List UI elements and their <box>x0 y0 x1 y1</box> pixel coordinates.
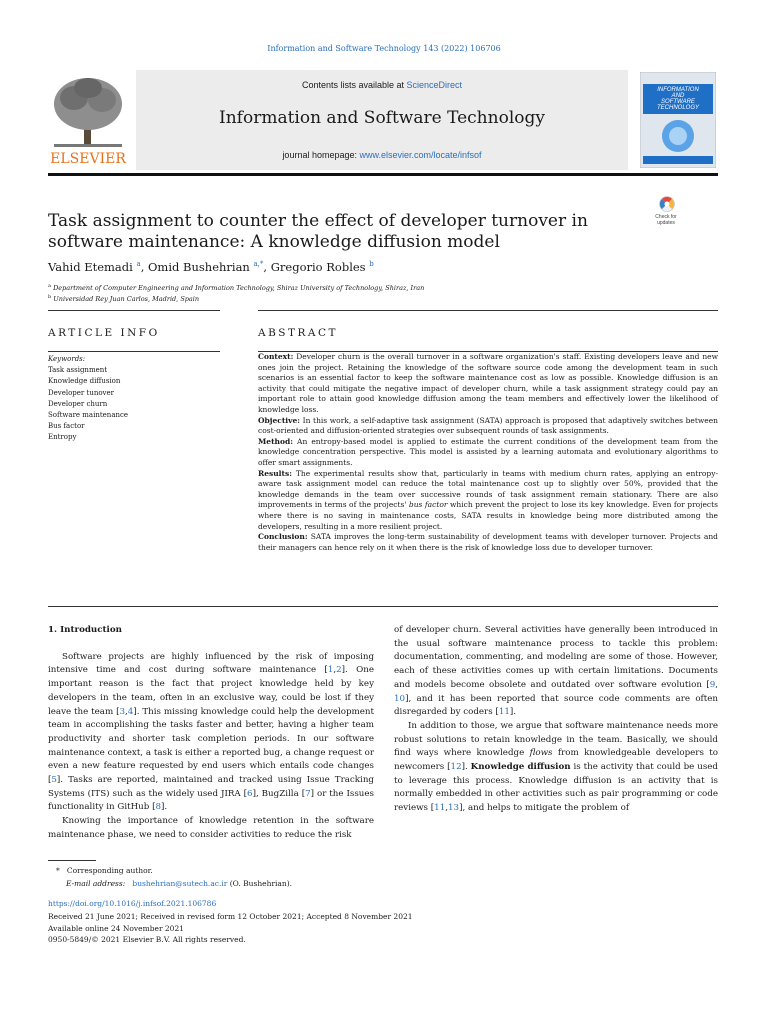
publisher-name: ELSEVIER <box>50 151 126 166</box>
paper-title: Task assignment to counter the effect of developer turnover in software maintenance: A knowledge diffusion model <box>48 211 588 252</box>
citation-link[interactable]: 11 <box>434 803 446 814</box>
author-affiliation-mark[interactable]: a <box>136 260 141 269</box>
citation-link[interactable]: 13 <box>448 803 460 814</box>
footnote-divider <box>48 860 96 861</box>
abstract-heading: ABSTRACT <box>258 327 339 339</box>
citation-link[interactable]: 11 <box>498 707 510 718</box>
affiliation: $^a$ Department of Computer Engineering and Information Technology, Shiraz University of Technology, Shiraz, Iran <box>48 283 425 293</box>
divider <box>48 351 220 352</box>
author-list: Vahid Etemadi $^a$, Omid Bushehrian $^{a,*}$, Gregorio Robles $^b$ <box>48 260 374 274</box>
paragraph: Software projects are highly influenced by the risk of imposing intensive time and cost during software maintenance [1,2]. One important reason is the fact that project knowledge held by key developers in the team, often in an exclusive way, could be lost if they leave the team [3,4]. This missing knowledge could help the development team in accomplishing the tasks faster and better, having a higher team productivity and shorter task completion periods. In our software maintenance context, a task is either a reported bug, a change request or even a new feature requested by end users which entails code changes [5]. Tasks are reported, maintained and tracked using Issue Tracking Systems (ITS) such as the widely used JIRA [6], BugZilla [7] or the Issues functionality in GitHub [8]. <box>48 651 375 813</box>
keyword: Developer tunover <box>48 388 114 397</box>
journal-title: Information and Software Technology <box>219 108 545 128</box>
body-column-left <box>48 624 374 843</box>
author-affiliation-mark[interactable]: b <box>369 260 374 269</box>
abstract-conclusion: Conclusion: SATA improves the long-term sustainability of development teams with developer turnover. Projects and their managers can hence rely on it when there is the risk of knowledge loss due to developer turnover. <box>258 532 718 552</box>
keyword: Software maintenance <box>48 411 129 420</box>
cover-title-line: TECHNOLOGY <box>656 105 700 111</box>
abstract-context: Context: Developer churn is the overall turnover in a software organization's staff. Existing developers leave and new ones join the project. Retaining the knowledge of the software source code among the development team in such scenarios is an essential factor to keep the software maintenance cost as low as possible. Knowledge diffusion is an activity that could mitigate the negative impact of developer churn, while a task assignment strategy could pay an important role to attain good knowledge diffusion among the team members and effectively lower the likelihood of knowledge loss. <box>258 352 719 414</box>
cover-title-line: SOFTWARE <box>661 99 695 105</box>
received-dates: Received 21 June 2021; Received in revised form 12 October 2021; Accepted 8 November 2021 <box>48 912 413 921</box>
available-date: Available online 24 November 2021 <box>48 924 184 933</box>
article-info-heading: ARTICLE INFO <box>48 327 160 339</box>
abstract-objective: Objective: In this work, a self-adaptive task assignment (SATA) approach is proposed that adaptively switches between cost-oriented and diffusion-oriented strategies over subsequent rounds of task assignments. <box>258 415 718 436</box>
tree-icon <box>48 74 128 166</box>
elsevier-logo[interactable] <box>48 74 128 166</box>
cover-title-line: AND <box>671 93 685 99</box>
keywords-list <box>48 354 128 444</box>
copyright: 0950-5849/© 2021 Elsevier B.V. All rights reserved. <box>48 935 246 944</box>
paragraph: Knowing the importance of knowledge retention in the software maintenance phase, we need to consider activities to reduce the risk <box>48 816 374 840</box>
contents-line: Contents lists available at ScienceDirect <box>301 80 463 90</box>
body-column-right <box>394 624 718 816</box>
keyword: Knowledge diffusion <box>48 377 121 386</box>
affiliation: $^b$ Universidad Rey Juan Carlos, Madrid, Spain <box>48 294 200 304</box>
citation-link[interactable]: 2 <box>336 665 342 676</box>
crossmark-label: Check for updates <box>655 214 677 226</box>
journal-cover[interactable] <box>640 72 716 168</box>
citation-link[interactable]: 10 <box>394 693 406 704</box>
citation-link[interactable]: 4 <box>127 706 134 717</box>
abstract-method: Method: An entropy-based model is applied to estimate the current conditions of the development team from the knowledge concentration perspective. This model is assisted by a learning automata and evolutionary algorithms to offer smart assignments. <box>258 436 718 467</box>
citation-link[interactable]: 6 <box>247 788 253 799</box>
author-affiliation-mark[interactable]: a,* <box>253 260 264 269</box>
divider <box>258 310 718 311</box>
email-note: E-mail address: bushehrian@sutech.ac.ir (O. Bushehrian). <box>66 879 293 888</box>
section-heading: 1. Introduction <box>48 625 122 635</box>
keywords-label: Keywords: <box>48 355 86 363</box>
homepage-link[interactable]: www.elsevier.com/locate/infsof <box>359 150 482 160</box>
citation-link[interactable]: 5 <box>51 775 57 786</box>
homepage-line: journal homepage: www.elsevier.com/locate/infsof <box>282 150 482 160</box>
sciencedirect-link[interactable]: ScienceDirect <box>406 80 463 90</box>
email-link[interactable]: bushehrian@sutech.ac.ir <box>132 879 228 888</box>
cover-image <box>640 72 716 168</box>
citation-link[interactable]: 3 <box>119 706 126 717</box>
divider <box>48 310 220 311</box>
abstract-results: Results: The experimental results show that, particularly in teams with medium churn rates, applying an entropy-aware task assignment model can reduce the total maintenance cost up to slightly over 50%, provided that the knowledge demands in the team over successive rounds of task assignment remain stationary. There are also improvements in terms of the projects' bus factor which prevent the project to lose its key knowledge. Even for projects where there is no saving in maintenance costs, SATA results in knowledge being more distributed among the developers, resulting in a more resilient project. <box>258 468 718 531</box>
keyword: Bus factor <box>48 422 85 431</box>
paragraph: In addition to those, we argue that software maintenance needs more robust solutions to retain knowledge in the team. Basically, we should find ways where knowledge flows from knowledgeable developers to newcomers [12]. Knowledge diffusion is the activity that could be used to leverage this process. Knowledge diffusion is an activity that is normally embedded in other activities such as pair programming or code reviews [11,13], and helps to mitigate the problem of <box>394 720 718 814</box>
citation-link[interactable]: 7 <box>305 788 311 799</box>
citation-link[interactable]: 9 <box>709 679 716 690</box>
journal-info-box <box>136 70 628 170</box>
corresponding-author-note: * Corresponding author. <box>56 866 153 875</box>
keyword: Developer churn <box>48 399 108 408</box>
journal-reference[interactable]: Information and Software Technology 143 (2022) 106706 <box>267 44 501 53</box>
author-name[interactable]: Gregorio Robles <box>270 260 366 274</box>
citation-link[interactable]: 1 <box>327 665 334 676</box>
abstract-body <box>258 352 718 553</box>
doi-link[interactable]: https://doi.org/10.1016/j.infsof.2021.106786 <box>48 899 217 908</box>
author-name[interactable]: Omid Bushehrian <box>148 260 250 274</box>
divider <box>48 606 718 607</box>
citation-link[interactable]: 8 <box>155 802 162 813</box>
citation-link[interactable]: 12 <box>450 762 462 773</box>
keyword: Task assignment <box>48 366 108 375</box>
journal-masthead <box>48 70 718 170</box>
author-name[interactable]: Vahid Etemadi <box>48 260 133 274</box>
paragraph: of developer churn. Several activities have generally been introduced in the usual software maintenance process to tackle this problem: documentation, commenting, and modeling are some of those. However, each of these activities comes up with certain limitations. Documents and models become obsolete and outdated over software evolution [9, 10], and it has been reported that source code comments are often disregarded by coders [11]. <box>394 625 718 718</box>
keyword: Entropy <box>48 433 77 442</box>
cover-title-line: INFORMATION <box>657 87 699 93</box>
masthead-divider <box>48 173 718 176</box>
